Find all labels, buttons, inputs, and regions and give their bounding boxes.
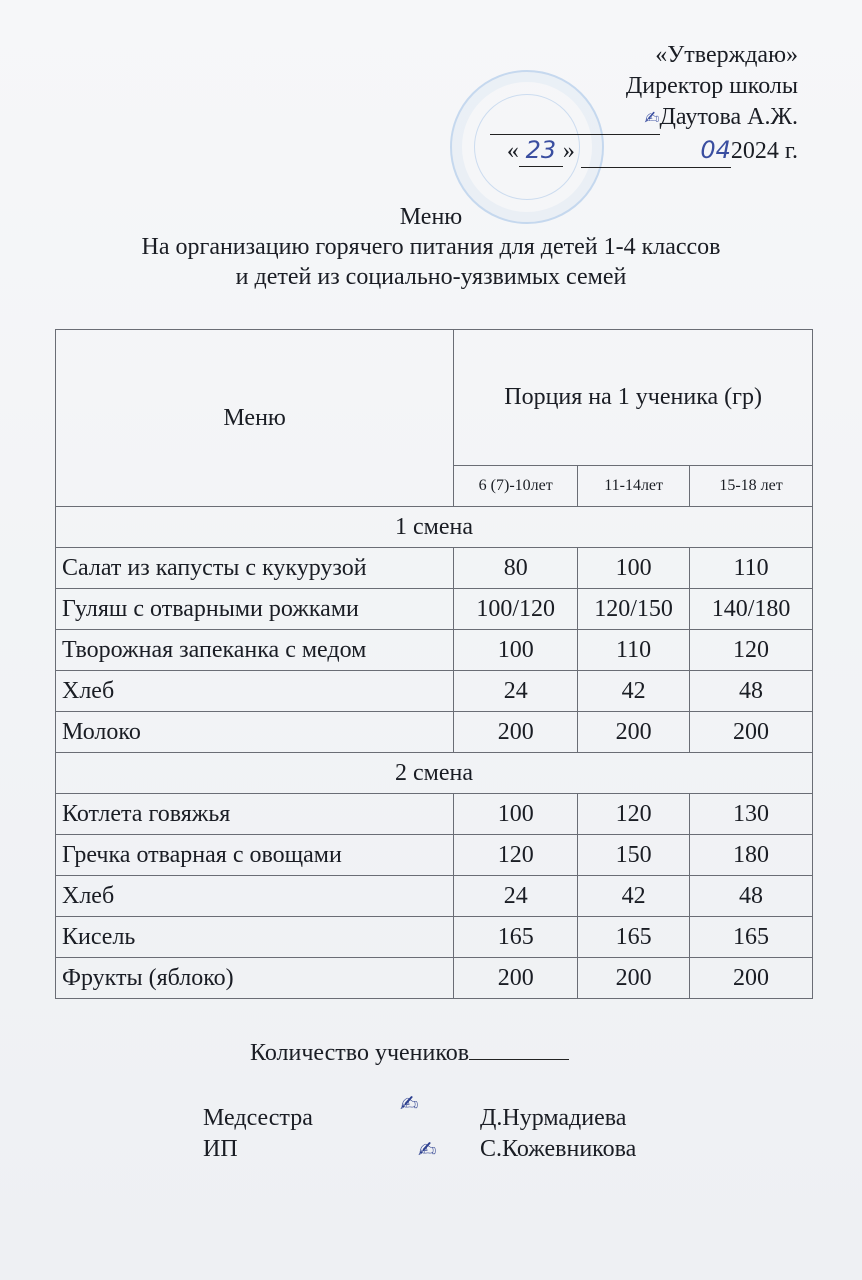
shift-1-label: 1 смена — [56, 507, 813, 548]
header-age-3: 15-18 лет — [690, 465, 813, 506]
portion-value: 200 — [454, 958, 578, 999]
approval-heading: «Утверждаю» — [655, 42, 798, 68]
dish-name: Хлеб — [56, 671, 454, 712]
table-row — [56, 876, 813, 917]
date-month: 04 — [700, 136, 731, 164]
dish-name: Фрукты (яблоко) — [56, 958, 454, 999]
shift-2-label: 2 смена — [56, 753, 813, 794]
portion-value: 100 — [454, 630, 578, 671]
dish-name: Салат из капусты с кукурузой — [56, 548, 454, 589]
title-line-2: На организацию горячего питания для детей 1-4 классов — [141, 234, 721, 260]
approval-block — [490, 40, 798, 168]
header-age-2: 11-14лет — [578, 465, 690, 506]
ip-signature: ✍ — [418, 1138, 437, 1163]
portion-value: 42 — [578, 876, 690, 917]
portion-value: 120 — [578, 794, 690, 835]
dish-name: Творожная запеканка с медом — [56, 630, 454, 671]
role-ip: ИП — [203, 1136, 238, 1162]
portion-value: 24 — [454, 876, 578, 917]
portion-value: 24 — [454, 671, 578, 712]
portion-value: 200 — [578, 958, 690, 999]
director-name: Даутова А.Ж. — [659, 104, 798, 130]
dish-name: Хлеб — [56, 876, 454, 917]
portion-value: 200 — [578, 712, 690, 753]
student-count-label: Количество учеников — [250, 1040, 470, 1066]
director-name-line — [490, 102, 798, 135]
approval-date: « 23 » 042024 г. — [490, 135, 798, 168]
student-count — [250, 1040, 569, 1067]
table-row — [56, 794, 813, 835]
portion-value: 100 — [454, 794, 578, 835]
menu-table — [55, 329, 813, 999]
portion-value: 42 — [578, 671, 690, 712]
table-row — [56, 548, 813, 589]
dish-name: Кисель — [56, 917, 454, 958]
title-line-1: Меню — [399, 204, 463, 230]
header-age-1: 6 (7)-10лет — [454, 465, 578, 506]
portion-value: 110 — [690, 548, 813, 589]
portion-value: 200 — [454, 712, 578, 753]
portion-value: 130 — [690, 794, 813, 835]
portion-value: 120/150 — [578, 589, 690, 630]
portion-value: 140/180 — [690, 589, 813, 630]
role-nurse: Медсестра — [203, 1105, 313, 1131]
portion-value: 200 — [690, 712, 813, 753]
table-row — [56, 835, 813, 876]
portion-value: 120 — [454, 835, 578, 876]
student-count-blank — [469, 1059, 569, 1060]
dish-name: Котлета говяжья — [56, 794, 454, 835]
signatory-roles — [203, 1103, 313, 1165]
portion-value: 48 — [690, 876, 813, 917]
nurse-signature: ✍ — [400, 1092, 419, 1117]
signatory-names — [480, 1103, 636, 1165]
table-row — [56, 630, 813, 671]
dish-name: Гуляш с отварными рожками — [56, 589, 454, 630]
table-row — [56, 712, 813, 753]
director-signature: ✍ — [644, 108, 660, 129]
date-day: 23 — [519, 135, 563, 167]
table-row — [56, 671, 813, 712]
portion-value: 200 — [690, 958, 813, 999]
portion-value: 180 — [690, 835, 813, 876]
date-month-line — [581, 135, 731, 168]
date-year: 2024 г. — [730, 138, 798, 164]
portion-value: 48 — [690, 671, 813, 712]
portion-value: 165 — [578, 917, 690, 958]
header-menu: Меню — [56, 330, 454, 507]
portion-value: 165 — [454, 917, 578, 958]
portion-value: 100 — [578, 548, 690, 589]
table-row — [56, 917, 813, 958]
title-line-3: и детей из социально-уязвимых семей — [235, 264, 627, 290]
portion-value: 100/120 — [454, 589, 578, 630]
name-ip: С.Кожевникова — [480, 1136, 637, 1162]
portion-value: 165 — [690, 917, 813, 958]
signature-line — [490, 102, 660, 135]
portion-value: 110 — [578, 630, 690, 671]
director-title: Директор школы — [625, 73, 798, 99]
portion-value: 120 — [690, 630, 813, 671]
table-row — [56, 958, 813, 999]
header-portion: Порция на 1 ученика (гр) — [454, 330, 813, 466]
dish-name: Гречка отварная с овощами — [56, 835, 454, 876]
portion-value: 150 — [578, 835, 690, 876]
document-title — [0, 202, 862, 292]
name-nurse: Д.Нурмадиева — [480, 1105, 627, 1131]
table-row — [56, 589, 813, 630]
portion-value: 80 — [454, 548, 578, 589]
dish-name: Молоко — [56, 712, 454, 753]
